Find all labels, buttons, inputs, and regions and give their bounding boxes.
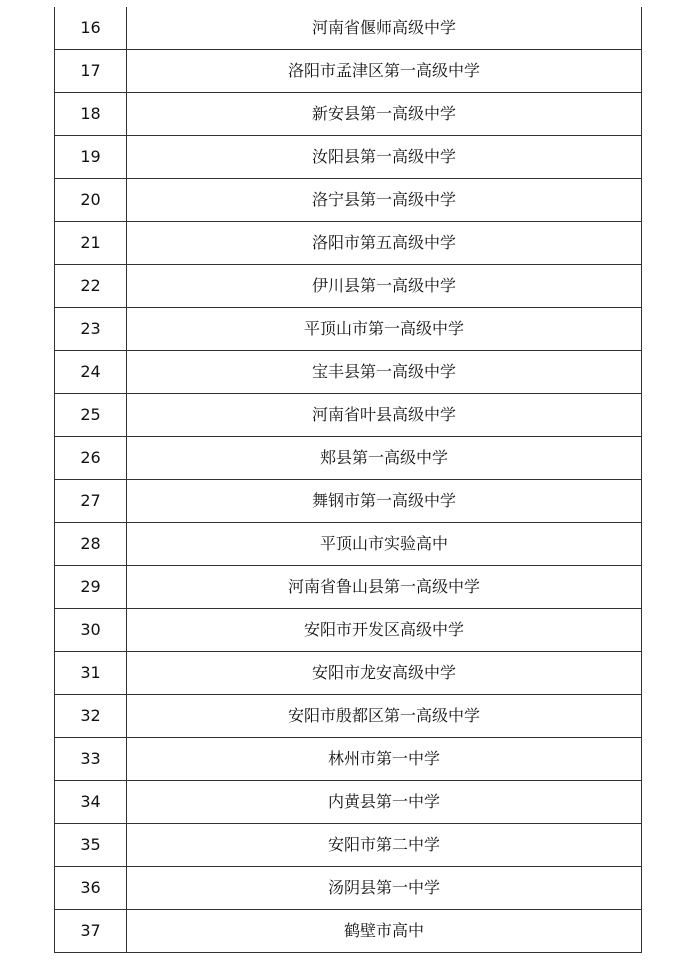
row-number: 29 — [55, 566, 127, 609]
school-list-table-container — [54, 7, 641, 953]
table-row — [55, 50, 642, 93]
school-name: 河南省叶县高级中学 — [127, 394, 642, 437]
row-number: 32 — [55, 695, 127, 738]
row-number: 21 — [55, 222, 127, 265]
school-name: 洛宁县第一高级中学 — [127, 179, 642, 222]
school-name: 河南省偃师高级中学 — [127, 7, 642, 50]
table-row — [55, 910, 642, 953]
school-name: 汤阴县第一中学 — [127, 867, 642, 910]
row-number: 17 — [55, 50, 127, 93]
table-row — [55, 136, 642, 179]
row-number: 20 — [55, 179, 127, 222]
school-name: 安阳市殷都区第一高级中学 — [127, 695, 642, 738]
row-number: 16 — [55, 7, 127, 50]
row-number: 34 — [55, 781, 127, 824]
school-name: 郏县第一高级中学 — [127, 437, 642, 480]
school-name: 汝阳县第一高级中学 — [127, 136, 642, 179]
school-name: 新安县第一高级中学 — [127, 93, 642, 136]
table-row — [55, 738, 642, 781]
table-row — [55, 222, 642, 265]
table-row — [55, 437, 642, 480]
school-name: 宝丰县第一高级中学 — [127, 351, 642, 394]
table-row — [55, 824, 642, 867]
table-row — [55, 566, 642, 609]
row-number: 35 — [55, 824, 127, 867]
school-name: 舞钢市第一高级中学 — [127, 480, 642, 523]
row-number: 22 — [55, 265, 127, 308]
school-name: 安阳市开发区高级中学 — [127, 609, 642, 652]
row-number: 18 — [55, 93, 127, 136]
table-row — [55, 179, 642, 222]
table-row — [55, 7, 642, 50]
table-row — [55, 351, 642, 394]
table-row — [55, 394, 642, 437]
row-number: 30 — [55, 609, 127, 652]
school-name: 洛阳市第五高级中学 — [127, 222, 642, 265]
table-row — [55, 609, 642, 652]
table-row — [55, 93, 642, 136]
table-row — [55, 867, 642, 910]
row-number: 27 — [55, 480, 127, 523]
table-body — [55, 7, 642, 953]
row-number: 25 — [55, 394, 127, 437]
school-name: 平顶山市实验高中 — [127, 523, 642, 566]
row-number: 31 — [55, 652, 127, 695]
row-number: 24 — [55, 351, 127, 394]
school-name: 伊川县第一高级中学 — [127, 265, 642, 308]
table-row — [55, 781, 642, 824]
row-number: 28 — [55, 523, 127, 566]
row-number: 36 — [55, 867, 127, 910]
table-row — [55, 652, 642, 695]
row-number: 23 — [55, 308, 127, 351]
school-name: 安阳市第二中学 — [127, 824, 642, 867]
school-name: 河南省鲁山县第一高级中学 — [127, 566, 642, 609]
table-row — [55, 523, 642, 566]
row-number: 26 — [55, 437, 127, 480]
table-row — [55, 695, 642, 738]
school-name: 内黄县第一中学 — [127, 781, 642, 824]
row-number: 37 — [55, 910, 127, 953]
row-number: 33 — [55, 738, 127, 781]
table-row — [55, 480, 642, 523]
school-name: 安阳市龙安高级中学 — [127, 652, 642, 695]
school-name: 洛阳市孟津区第一高级中学 — [127, 50, 642, 93]
table-row — [55, 265, 642, 308]
school-name: 鹤壁市高中 — [127, 910, 642, 953]
row-number: 19 — [55, 136, 127, 179]
school-name: 平顶山市第一高级中学 — [127, 308, 642, 351]
table-row — [55, 308, 642, 351]
school-name: 林州市第一中学 — [127, 738, 642, 781]
school-list-table — [54, 7, 642, 953]
